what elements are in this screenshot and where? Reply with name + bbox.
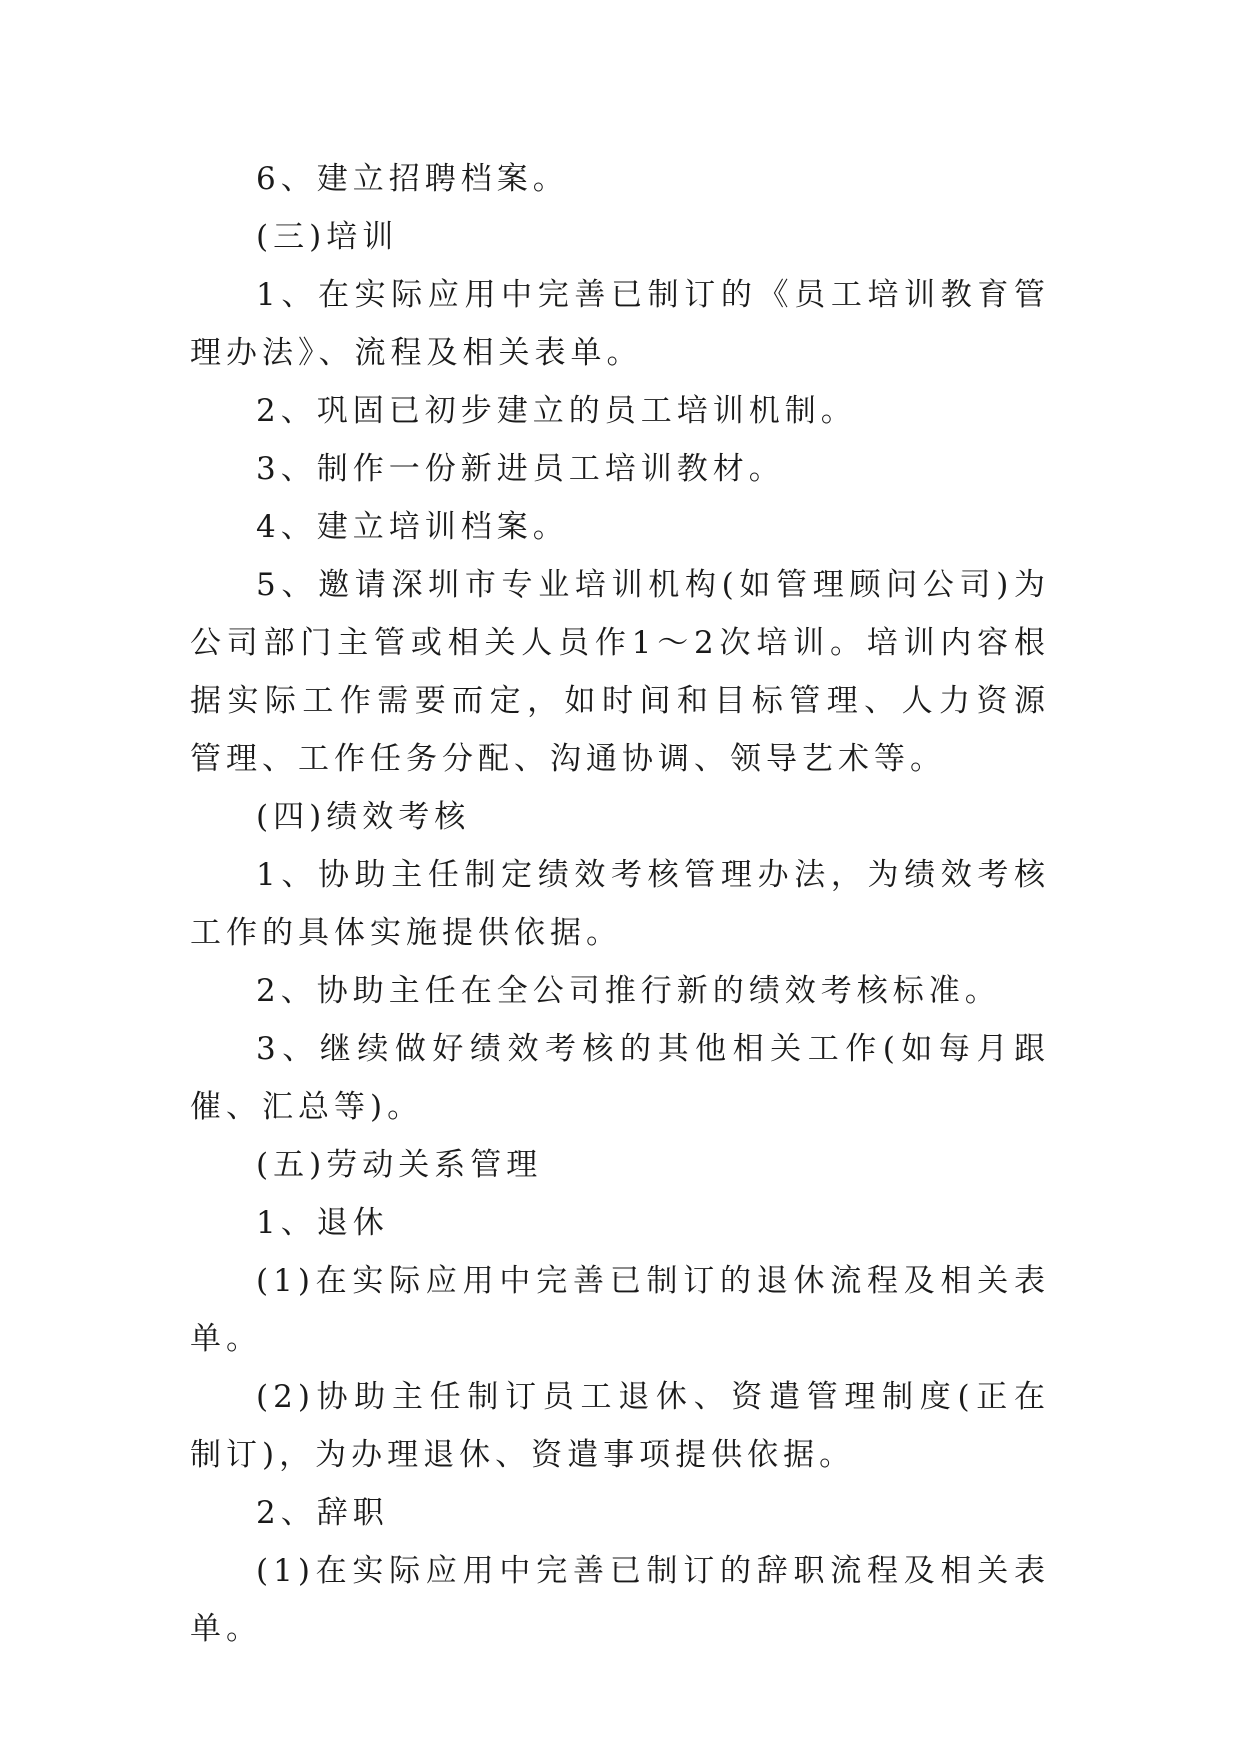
section-performance-heading: (四)绩效考核 xyxy=(256,799,471,835)
performance-item-1: 1、协助主任制定绩效考核管理办法，为绩效考核工作的具体实施提供依据。 xyxy=(190,857,1050,951)
training-item-3: 3、制作一份新进员工培训教材。 xyxy=(256,451,785,487)
performance-item-3: 3、继续做好绩效考核的其他相关工作(如每月跟催、汇总等)。 xyxy=(190,1031,1050,1125)
section-training-heading: (三)培训 xyxy=(256,219,399,255)
retirement-item-2: (2)协助主任制订员工退休、资遣管理制度(正在制订)，为办理退休、资遣事项提供依据。 xyxy=(190,1379,1050,1473)
performance-item-2: 2、协助主任在全公司推行新的绩效考核标准。 xyxy=(256,973,1001,1009)
section-labor-relations-heading: (五)劳动关系管理 xyxy=(256,1147,543,1183)
retirement-item-1: (1)在实际应用中完善已制订的退休流程及相关表单。 xyxy=(190,1263,1050,1357)
training-item-5: 5、邀请深圳市专业培训机构(如管理顾问公司)为公司部门主管或相关人员作1～2次培训。培训内容根据实际工作需要而定，如时间和目标管理、人力资源管理、工作任务分配、沟通协调、领导艺术等。 xyxy=(190,567,1050,777)
training-item-1: 1、在实际应用中完善已制订的《员工培训教育管理办法》、流程及相关表单。 xyxy=(190,277,1050,371)
training-item-4: 4、建立培训档案。 xyxy=(256,509,569,545)
resignation-item-1: (1)在实际应用中完善已制订的辞职流程及相关表单。 xyxy=(190,1553,1050,1647)
item-6-recruitment-archive: 6、建立招聘档案。 xyxy=(256,161,569,197)
training-item-2: 2、巩固已初步建立的员工培训机制。 xyxy=(256,393,857,429)
labor-subheading-retirement: 1、退休 xyxy=(256,1205,389,1241)
labor-subheading-resignation: 2、辞职 xyxy=(256,1495,389,1531)
document-page xyxy=(190,150,1050,1658)
